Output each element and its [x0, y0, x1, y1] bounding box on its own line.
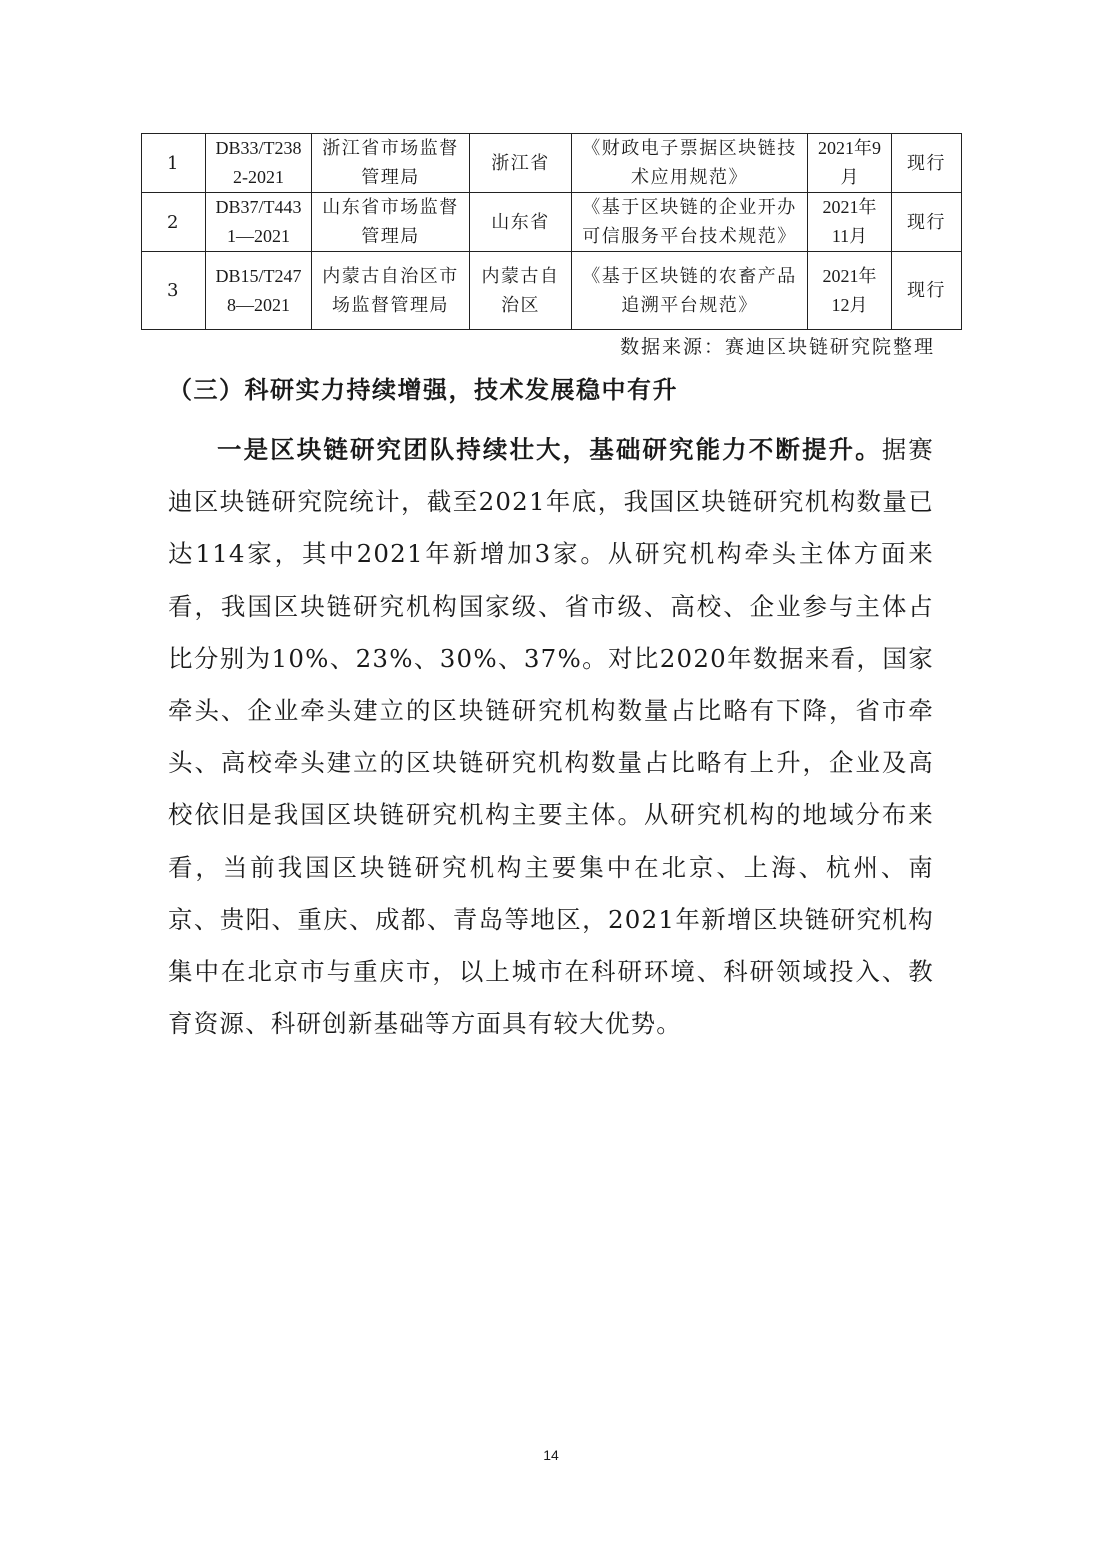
- body-text: [168, 424, 934, 1050]
- release-date: 2021年11月: [808, 193, 892, 252]
- region: 山东省: [470, 193, 572, 252]
- standard-code: DB37/T4431—2021: [206, 193, 312, 252]
- row-number: 3: [142, 252, 206, 330]
- row-number: 2: [142, 193, 206, 252]
- table-row: [142, 252, 962, 330]
- paragraph-text: 据赛迪区块链研究院统计，截至2021年底，我国区块链研究机构数量已达114家，其中2021年新增加3家。从研究机构牵头主体方面来看，我国区块链研究机构国家级、省市级、高校、企业参与主体占比分别为10%、23%、30%、37%。对比2020年数据来看，国家牵头、企业牵头建立的区块链研究机构数量占比略有下降，省市牵头、高校牵头建立的区块链研究机构数量占比略有上升，企业及高校依旧是我国区块链研究机构主要主体。从研究机构的地域分布来看，当前我国区块链研究机构主要集中在北京、上海、杭州、南京、贵阳、重庆、成都、青岛等地区，2021年新增区块链研究机构集中在北京市与重庆市，以上城市在科研环境、科研领域投入、教育资源、科研创新基础等方面具有较大优势。: [168, 435, 934, 1039]
- status: 现行: [892, 134, 962, 193]
- release-date: 2021年9月: [808, 134, 892, 193]
- standard-title: 《财政电子票据区块链技术应用规范》: [572, 134, 808, 193]
- standards-table: [141, 133, 962, 330]
- standard-title: 《基于区块链的企业开办可信服务平台技术规范》: [572, 193, 808, 252]
- issuing-authority: 浙江省市场监督管理局: [312, 134, 470, 193]
- section-heading: （三）科研实力持续增强，技术发展稳中有升: [168, 375, 678, 404]
- table-row: [142, 193, 962, 252]
- paragraph-lead: 一是区块链研究团队持续壮大，基础研究能力不断提升。: [217, 435, 882, 464]
- region: 内蒙古自治区: [470, 252, 572, 330]
- standard-code: DB15/T2478—2021: [206, 252, 312, 330]
- region: 浙江省: [470, 134, 572, 193]
- standard-title: 《基于区块链的农畜产品追溯平台规范》: [572, 252, 808, 330]
- row-number: 1: [142, 134, 206, 193]
- data-source-note: 数据来源：赛迪区块链研究院整理: [619, 336, 935, 358]
- release-date: 2021年12月: [808, 252, 892, 330]
- paragraph: [168, 424, 934, 1050]
- status: 现行: [892, 252, 962, 330]
- page-number: 14: [543, 1447, 559, 1463]
- issuing-authority: 内蒙古自治区市场监督管理局: [312, 252, 470, 330]
- status: 现行: [892, 193, 962, 252]
- issuing-authority: 山东省市场监督管理局: [312, 193, 470, 252]
- table-row: [142, 134, 962, 193]
- standard-code: DB33/T2382-2021: [206, 134, 312, 193]
